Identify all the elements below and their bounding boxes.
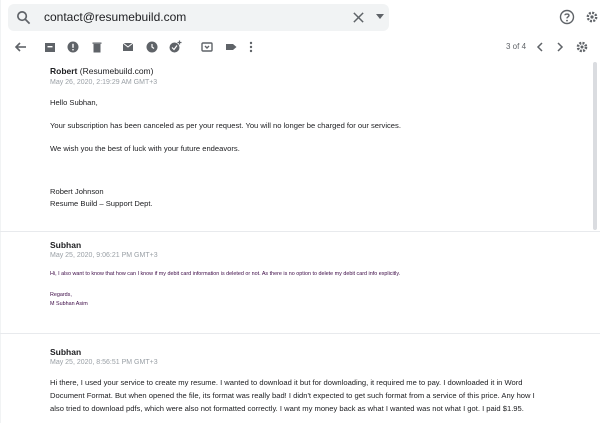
label-icon[interactable] <box>224 40 238 54</box>
message-divider <box>0 231 600 232</box>
message-line: Hello Subhan, <box>50 98 98 107</box>
sender-name: Subhan <box>50 347 82 357</box>
report-spam-icon[interactable] <box>66 40 80 54</box>
settings-icon[interactable] <box>575 40 589 54</box>
message-date: May 25, 2020, 8:56:51 PM GMT+3 <box>50 359 158 366</box>
more-options-icon[interactable] <box>244 40 258 54</box>
search-input[interactable]: contact@resumebuild.com <box>44 10 187 24</box>
move-to-icon[interactable] <box>200 40 214 54</box>
settings-gear-icon[interactable] <box>585 10 599 24</box>
older-chevron-icon[interactable] <box>553 40 567 54</box>
search-icon[interactable] <box>16 10 31 25</box>
message-toolbar <box>0 35 600 61</box>
help-icon[interactable] <box>559 9 575 25</box>
message-line: Regards, <box>50 292 72 298</box>
pagination-text: 3 of 4 <box>506 42 527 51</box>
search-bar-row <box>0 0 600 35</box>
message-line: M Subhan Asim <box>50 301 88 307</box>
search-box[interactable] <box>8 4 389 31</box>
back-arrow-icon[interactable] <box>14 40 28 54</box>
message-line: Document Format. But when opened the file, its format was really bad! I didn't expected to get such format from a service of this price. Any how I <box>50 391 535 400</box>
clear-search-icon[interactable] <box>352 11 365 24</box>
message-line: Your subscription has been canceled as per your request. You will no longer be charged for our services. <box>50 121 401 130</box>
sender-name: Subhan <box>50 240 82 250</box>
scrollbar[interactable] <box>593 62 597 230</box>
snooze-icon[interactable] <box>145 40 159 54</box>
mark-unread-icon[interactable] <box>121 40 135 54</box>
sender-name: Robert (Resumebuild.com) <box>50 66 154 76</box>
signature-name: Robert Johnson <box>50 187 104 196</box>
archive-icon[interactable] <box>43 40 57 54</box>
delete-icon[interactable] <box>90 40 104 54</box>
left-edge <box>0 0 1 423</box>
newer-chevron-icon[interactable] <box>533 40 547 54</box>
message-line: also tried to download pdfs, which were also not formatted correctly. I want my money back as what I wanted was not what I got. I paid $1.95. <box>50 404 524 413</box>
add-to-tasks-icon[interactable] <box>168 40 182 54</box>
sender-email: (Resumebuild.com) <box>79 66 154 76</box>
message-line: We wish you the best of luck with your future endeavors. <box>50 144 240 153</box>
search-options-icon[interactable] <box>376 14 384 20</box>
message-line: Hi there, I used your service to create my resume. I wanted to download it but for downloading, it required me to pay. I downloaded it in Word <box>50 378 523 387</box>
message-line: Hi, I also want to know that how can I know if my debit card information is deleted or not. As there is no option to delete my debit card info explicitly. <box>50 271 401 277</box>
message-date: May 25, 2020, 9:06:21 PM GMT+3 <box>50 252 158 259</box>
signature-dept: Resume Build – Support Dept. <box>50 199 153 208</box>
message-divider <box>0 333 600 334</box>
message-date: May 26, 2020, 2:19:29 AM GMT+3 <box>50 79 158 86</box>
